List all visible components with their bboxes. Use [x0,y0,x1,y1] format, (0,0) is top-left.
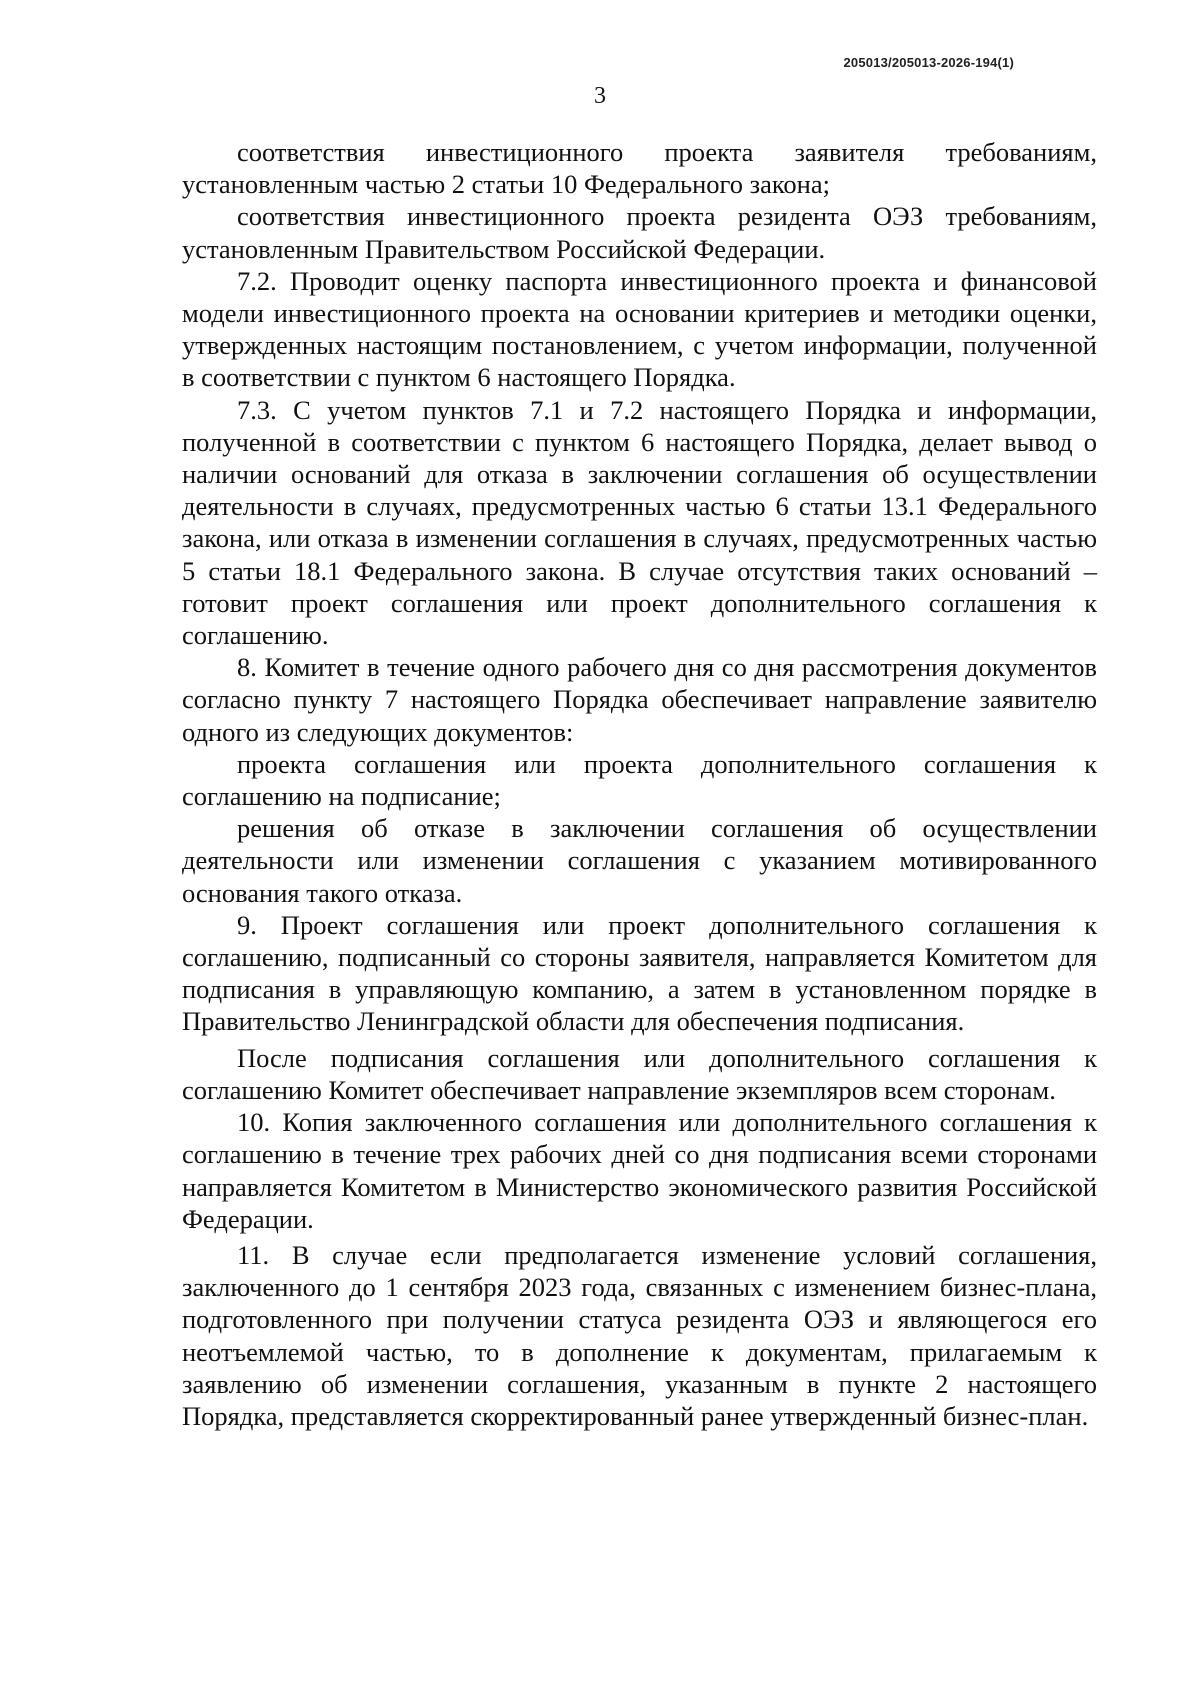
paragraph-8: 8. Комитет в течение одного рабочего дня со дня рассмотрения документов согласно пункту 7 настоящего Порядка обеспечивает направление заявителю одного из следующих документов: [182,652,1097,747]
paragraph-7-2: 7.2. Проводит оценку паспорта инвестиционного проекта и финансовой модели инвестиционного проекта на основании критериев и методики оценки, утвержденных настоящим постановлением, с учетом информации, полученной в соответствии с пунктом 6 настоящего Порядка. [182,265,1097,393]
paragraph-8-option-draft: проекта соглашения или проекта дополнительного соглашения к соглашению на подписание; [182,748,1097,812]
document-code: 205013/205013-2026-194(1) [843,55,1014,70]
paragraph-9-after-signing: После подписания соглашения или дополнительного соглашения к соглашению Комитет обеспечивает направление экземпляров всем сторонам. [182,1042,1097,1105]
paragraph-7-3: 7.3. С учетом пунктов 7.1 и 7.2 настоящего Порядка и информации, полученной в соответствии с пунктом 6 настоящего Порядка, делает вывод о наличии оснований для отказа в заключении соглашения об осуществлении деятельности в случаях, предусмотренных частью 6 статьи 13.1 Федерального закона, или отказа в изменении соглашения в случаях, предусмотренных частью 5 статьи 18.1 Федерального закона. В случае отсутствия таких оснований – готовит проект соглашения или проект дополнительного соглашения к соглашению. [182,394,1097,651]
paragraph-requirements-applicant: соответствия инвестиционного проекта заявителя требованиям, установленным частью 2 статьи 10 Федерального закона; [182,137,1097,200]
document-body [182,136,1097,1432]
paragraph-8-option-refusal: решения об отказе в заключении соглашения об осуществлении деятельности или изменении соглашения с указанием мотивированного основания такого отказа. [182,813,1097,908]
paragraph-10: 10. Копия заключенного соглашения или дополнительного соглашения к соглашению в течение трех рабочих дней со дня подписания всеми сторонами направляется Комитетом в Министерство экономического развития Российской Федерации. [182,1107,1097,1234]
page-number: 3 [594,83,606,109]
paragraph-requirements-resident: соответствия инвестиционного проекта резидента ОЭЗ требованиям, установленным Правительством Российской Федерации. [182,201,1097,264]
paragraph-11: 11. В случае если предполагается изменение условий соглашения, заключенного до 1 сентября 2023 года, связанных с изменением бизнес-плана, подготовленного при получении статуса резидента ОЭЗ и являющегося его неотъемлемой частью, то в дополнение к документам, прилагаемым к заявлению об изменении соглашения, указанным в пункте 2 настоящего Порядка, представляется скорректированный ранее утвержденный бизнес-план. [182,1239,1097,1431]
paragraph-9: 9. Проект соглашения или проект дополнительного соглашения к соглашению, подписанный со стороны заявителя, направляется Комитетом для подписания в управляющую компанию, а затем в установленном порядке в Правительство Ленинградской области для обеспечения подписания. [182,909,1097,1037]
